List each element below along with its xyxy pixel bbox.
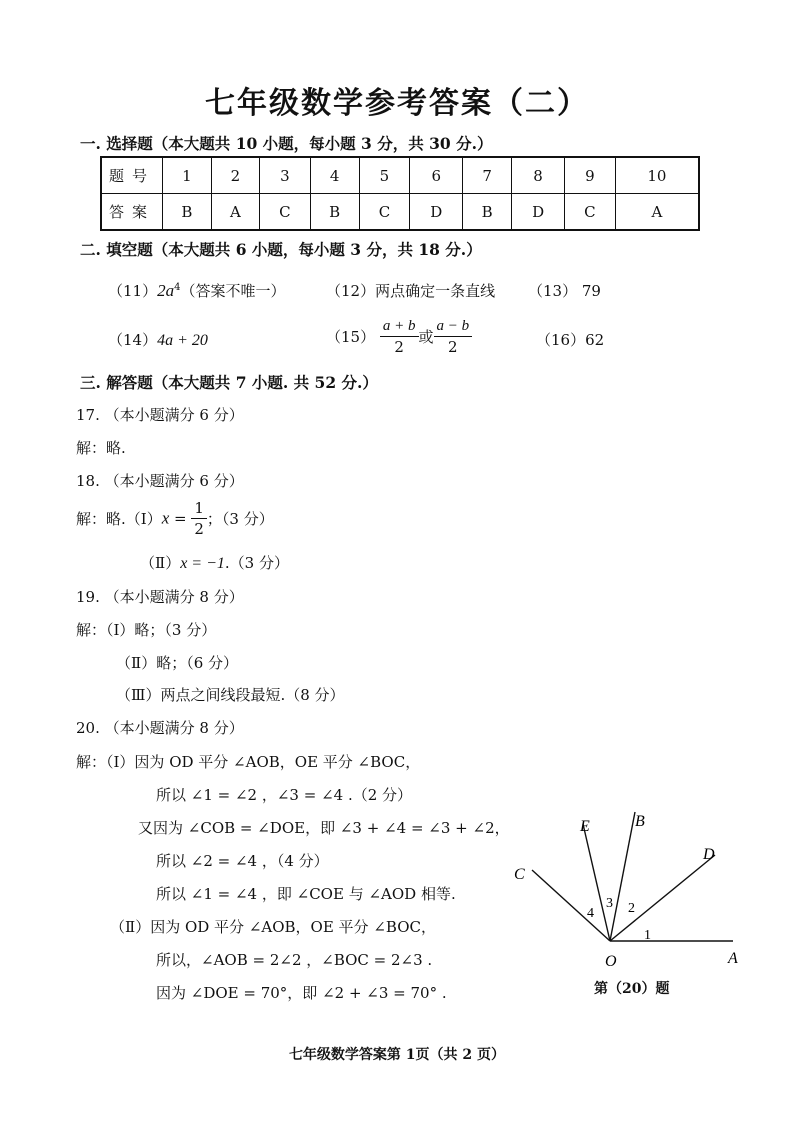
q18-fraction (191, 498, 207, 539)
fill-q14 (108, 329, 208, 350)
figure-caption: 第（20）题 (594, 981, 670, 997)
point-label-b: B (635, 813, 645, 830)
q14-expression: 4a + 20 (157, 332, 208, 349)
table-cell: B (163, 194, 212, 231)
q18-l1-eq: = (169, 509, 192, 528)
q18-numerator: 1 (191, 498, 207, 519)
table-cell: D (410, 194, 463, 231)
table-cell: C (359, 194, 410, 231)
q20-heading: 20. （本小题满分 8 分） (76, 719, 244, 737)
q11-note: （答案不唯一） (180, 282, 286, 300)
table-cell: D (512, 194, 565, 231)
angle-label-1: 1 (644, 928, 651, 943)
q18-l1-var: x (161, 508, 170, 528)
q17-heading: 17. （本小题满分 6 分） (76, 406, 244, 424)
q20-line-4: 所以 ∠2 = ∠4 ，（4 分） (156, 852, 329, 870)
q18-l1-prefix: 解：略.（Ⅰ） (76, 510, 162, 528)
table-cell: C (259, 194, 310, 231)
table-cell: 4 (310, 157, 359, 194)
q19-line-1: 解：（Ⅰ）略；（3 分） (76, 621, 217, 639)
page-title: 七年级数学参考答案（二） (205, 86, 589, 121)
table-cell: 9 (565, 157, 616, 194)
q19-heading: 19. （本小题满分 8 分） (76, 588, 244, 606)
q20-line-2: 所以 ∠1 = ∠2 ，∠3 = ∠4 .（2 分） (156, 786, 413, 804)
q20-line-1: 解：（Ⅰ）因为 OD 平分 ∠AOB，OE 平分 ∠BOC， (76, 753, 421, 771)
q15-fraction-2 (434, 316, 473, 357)
ray-oe (583, 824, 610, 941)
answer-table (100, 156, 700, 231)
point-label-e: E (580, 818, 590, 835)
section-3-heading: 三. 解答题（本大题共 7 小题. 共 52 分.） (80, 373, 378, 392)
angle-diagram (505, 800, 755, 1000)
table-cell: 5 (359, 157, 410, 194)
table-row-answers (101, 194, 699, 231)
q11-number: （11） (108, 282, 158, 300)
table-header-label: 题号 (101, 157, 163, 194)
q15-f2-numerator: a − b (434, 316, 473, 337)
q20-line-6: （Ⅱ）因为 OD 平分 ∠AOB，OE 平分 ∠BOC， (110, 918, 436, 936)
point-label-o: O (605, 953, 617, 970)
q20-line-7: 所以，∠AOB = 2∠2 ，∠BOC = 2∠3 . (156, 951, 433, 969)
table-cell: A (211, 194, 259, 231)
table-cell: 3 (259, 157, 310, 194)
q15-f2-denominator: 2 (448, 338, 458, 356)
point-label-d: D (703, 846, 715, 863)
q20-line-5: 所以 ∠1 = ∠4 ，即 ∠COE 与 ∠AOD 相等. (156, 885, 456, 903)
section-1-heading: 一. 选择题（本大题共 10 小题，每小题 3 分，共 30 分.） (80, 134, 493, 153)
q15-fraction-1 (380, 316, 419, 357)
ray-oc (532, 870, 610, 941)
q18-l1-post: ；（3 分） (206, 510, 274, 528)
q15-f1-numerator: a + b (380, 316, 419, 337)
q11-exponent: 4 (174, 282, 181, 293)
q18-part-1 (76, 498, 274, 539)
page-footer: 七年级数学答案第 1页（共 2 页） (288, 1047, 506, 1063)
q20-line-3: 又因为 ∠COB = ∠DOE，即 ∠3 + ∠4 = ∠3 + ∠2， (138, 819, 510, 837)
q19-line-3: （Ⅲ）两点之间线段最短.（8 分） (116, 686, 345, 704)
table-cell: A (615, 194, 699, 231)
q11-expression: 2a (157, 281, 175, 300)
ray-od (610, 855, 715, 941)
table-cell: 6 (410, 157, 463, 194)
q18-heading: 18. （本小题满分 6 分） (76, 472, 244, 490)
angle-label-4: 4 (587, 906, 594, 921)
table-cell: 1 (163, 157, 212, 194)
q18-part-2 (140, 552, 289, 573)
angle-label-2: 2 (628, 901, 635, 916)
fill-q13: （13） 79 (528, 282, 601, 300)
q15-or: 或 (418, 328, 434, 346)
point-label-c: C (514, 866, 525, 883)
q20-line-8: 因为 ∠DOE = 70°，即 ∠2 + ∠3 = 70° . (156, 984, 447, 1002)
q15-number: （15） (326, 328, 376, 346)
q17-solution: 解：略. (76, 439, 126, 457)
q18-denominator: 2 (194, 520, 204, 538)
table-cell: C (565, 194, 616, 231)
q14-number: （14） (108, 331, 158, 349)
section-2-heading: 二. 填空题（本大题共 6 小题，每小题 3 分，共 18 分.） (80, 240, 482, 259)
table-cell: 2 (211, 157, 259, 194)
q19-line-2: （Ⅱ）略；（6 分） (116, 654, 239, 672)
point-label-a: A (728, 950, 738, 967)
fill-q15 (326, 316, 472, 357)
angle-label-3: 3 (606, 896, 613, 911)
table-cell: B (310, 194, 359, 231)
table-cell: 10 (615, 157, 699, 194)
fill-q12: （12）两点确定一条直线 (326, 282, 496, 300)
ray-ob (610, 812, 635, 941)
q18-l2-expr: x = −1 (180, 555, 225, 572)
table-answer-label: 答案 (101, 194, 163, 231)
table-cell: 8 (512, 157, 565, 194)
table-cell: 7 (463, 157, 512, 194)
q18-l2-prefix: （Ⅱ） (140, 554, 181, 572)
q18-l2-post: .（3 分） (224, 554, 289, 572)
q15-f1-denominator: 2 (394, 338, 404, 356)
fill-q16: （16）62 (536, 331, 605, 349)
fill-q11 (108, 280, 285, 301)
table-cell: B (463, 194, 512, 231)
table-row-numbers (101, 157, 699, 194)
